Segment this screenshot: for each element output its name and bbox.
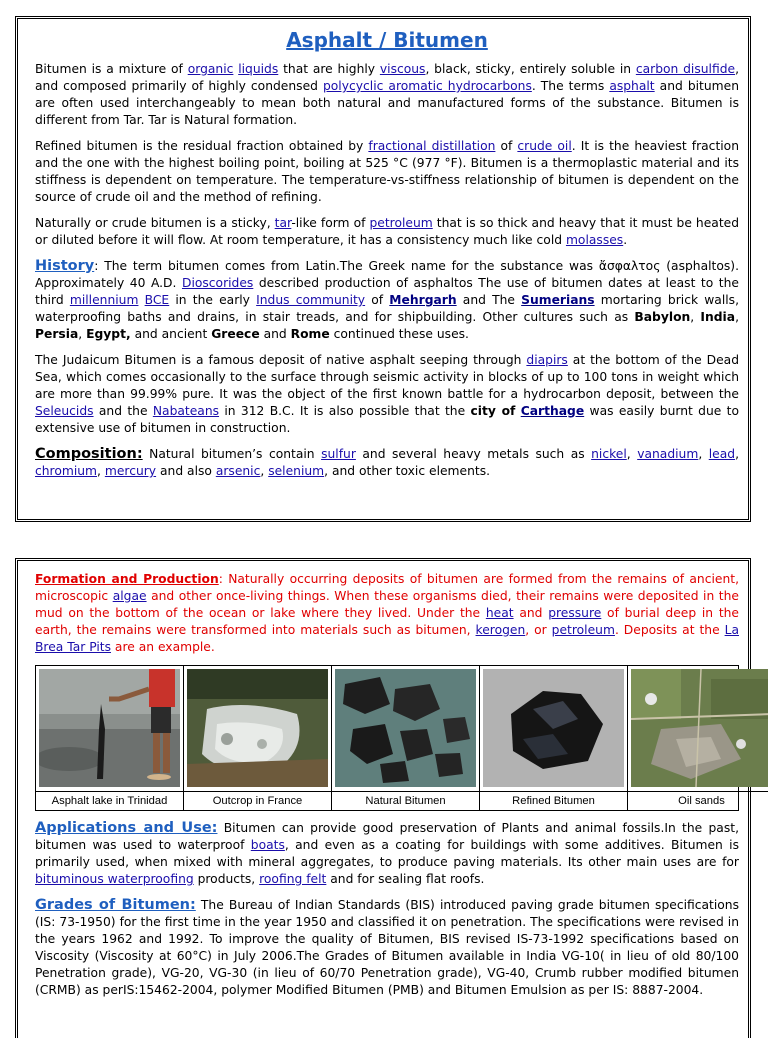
link-nickel[interactable]: nickel xyxy=(591,447,627,461)
text: and xyxy=(259,327,291,341)
link-pressure[interactable]: pressure xyxy=(548,606,602,620)
text: of xyxy=(365,293,390,307)
link-bituminous-waterproofing[interactable]: bituminous waterproofing xyxy=(35,872,194,886)
text: -like form of xyxy=(291,216,370,230)
link-carbon-disulfide[interactable]: carbon disulfide xyxy=(635,62,736,76)
gallery-cell xyxy=(480,666,628,810)
text: of burial deep in the earth, the remains were transformed into materials such as bitumen, xyxy=(35,606,739,637)
link-sulfur[interactable]: sulfur xyxy=(321,447,356,461)
text: Bitumen is a mixture of xyxy=(35,62,188,76)
bold-india: India xyxy=(700,310,736,324)
caption-asphalt-lake: Asphalt lake in Trinidad xyxy=(36,791,183,810)
link-chromium[interactable]: chromium xyxy=(35,464,98,478)
text: products, xyxy=(193,872,260,886)
oil-sands-photo xyxy=(631,669,768,787)
text: : The term bitumen comes from Latin.The Greek name for the substance was ἄσφαλτος (asphaltos). Approximately 40 A.D. xyxy=(35,259,739,290)
text: , or xyxy=(525,623,552,637)
text: , and other toxic elements. xyxy=(324,464,491,478)
link-arsenic[interactable]: arsenic xyxy=(215,464,261,478)
text: Natural bitumen’s contain xyxy=(142,447,322,461)
text: . It is the heaviest fraction and the one with the highest boiling point, boiling at 525 °C (977 °F). Bitumen is a thermoplastic material and its stiffness is dependent on temperature. The temperature-vs-stiffness relationship of bitumen is dependent on the source of crude oil and the method of refining. xyxy=(35,139,740,204)
text: and several heavy metals such as xyxy=(355,447,592,461)
bold-egypt: Egypt, xyxy=(86,327,131,341)
link-selenium[interactable]: selenium xyxy=(268,464,325,478)
grades-heading: Grades of Bitumen: xyxy=(35,897,196,913)
text: and bitumen are often used interchangeably to mean both natural and manufactured forms of the substance. Bitumen is different from Tar. Tar is Natural formation. xyxy=(35,79,739,127)
link-millennium[interactable]: millennium xyxy=(69,293,139,307)
text: and xyxy=(513,606,549,620)
link-heat[interactable]: heat xyxy=(485,606,514,620)
link-mehrgarh[interactable]: Mehrgarh xyxy=(389,293,457,307)
text: mortaring brick walls, waterproofing baths and drains, in stair treads, and for shipbuilding. Other cultures such as xyxy=(35,293,739,324)
article-body-2 xyxy=(35,571,739,1008)
text: Naturally or crude bitumen is a sticky, xyxy=(35,216,275,230)
link-diapirs[interactable]: diapirs xyxy=(526,353,568,367)
grades-paragraph xyxy=(35,897,739,999)
gallery-cell xyxy=(36,666,184,810)
link-lead[interactable]: lead xyxy=(708,447,736,461)
link-liquids[interactable]: liquids xyxy=(238,62,279,76)
judaicum-paragraph xyxy=(35,352,739,437)
text: : Naturally occurring deposits of bitumen are formed from the remains of ancient, microscopic xyxy=(35,572,739,603)
link-sumerians[interactable]: Sumerians xyxy=(521,293,595,307)
link-la-brea[interactable]: La Brea Tar Pits xyxy=(35,623,739,654)
bold-babylon: Babylon xyxy=(634,310,691,324)
text: . The terms xyxy=(531,79,610,93)
link-tar[interactable]: tar xyxy=(274,216,292,230)
text: that is so thick and heavy that it must be heated or diluted before it will flow. At room temperature, it has a consistency much like cold xyxy=(35,216,740,247)
text: of xyxy=(495,139,518,153)
formation-paragraph xyxy=(35,571,739,656)
history-heading: History xyxy=(35,258,95,274)
asphalt-lake-photo xyxy=(39,669,180,787)
text: Refined bitumen is the residual fraction obtained by xyxy=(35,139,369,153)
formation-heading: Formation and Production xyxy=(35,572,219,586)
link-pah[interactable]: polycyclic aromatic hydrocarbons xyxy=(322,79,532,93)
text: , and even as a coating for buildings with some additives. Bitumen is primarily used, when mixed with mineral aggregates, to produce paving materials. Its other main uses are for xyxy=(35,838,739,869)
text: and other once-living things. When these organisms died, their remains were deposited in the mud on the bottom of the ocean or lake where they lived. Under the xyxy=(35,589,739,620)
bold-city-of: city of xyxy=(470,404,516,418)
link-viscous[interactable]: viscous xyxy=(379,62,426,76)
text: . Deposits at the xyxy=(614,623,725,637)
link-petroleum-2[interactable]: petroleum xyxy=(551,623,615,637)
link-seleucids[interactable]: Seleucids xyxy=(35,404,94,418)
text: in 312 B.C. It is also possible that the xyxy=(219,404,471,418)
text: , black, sticky, entirely soluble in xyxy=(425,62,636,76)
text: continued these uses. xyxy=(329,327,469,341)
article-box-bitumen xyxy=(15,16,751,522)
link-crude-oil[interactable]: crude oil xyxy=(517,139,572,153)
composition-paragraph: Composition: Natural bitumen’s contain sulfur and several heavy metals such as nickel, vanadium, lead, chromium, mercury and also arsenic, selenium, and other toxic elements. xyxy=(35,446,739,478)
bold-greece: Greece xyxy=(211,327,260,341)
link-petroleum[interactable]: petroleum xyxy=(369,216,433,230)
text: and ancient xyxy=(130,327,212,341)
text: and The xyxy=(456,293,522,307)
link-bce[interactable]: BCE xyxy=(144,293,170,307)
text: . xyxy=(623,233,628,247)
gallery-cell xyxy=(332,666,480,810)
link-molasses[interactable]: molasses xyxy=(565,233,624,247)
article-box-production xyxy=(15,558,751,1038)
text: and for sealing flat roofs. xyxy=(326,872,485,886)
natural-bitumen-photo xyxy=(335,669,476,787)
caption-outcrop: Outcrop in France xyxy=(184,791,331,810)
link-fractional-distillation[interactable]: fractional distillation xyxy=(368,139,496,153)
applications-heading: Applications and Use: xyxy=(35,820,218,836)
link-nabateans[interactable]: Nabateans xyxy=(152,404,220,418)
link-algae[interactable]: algae xyxy=(112,589,147,603)
applications-paragraph xyxy=(35,820,739,888)
link-dioscorides[interactable]: Dioscorides xyxy=(181,276,254,290)
intro-paragraph xyxy=(35,61,739,129)
bold-persia: Persia xyxy=(35,327,79,341)
link-mercury[interactable]: mercury xyxy=(104,464,157,478)
gallery-cell xyxy=(628,666,768,810)
text: The Bureau of Indian Standards (BIS) introduced paving grade bitumen specifications (IS: 73-1950) for the first time in the year 1950 and classified it on penetration. The specifications were revised in the years 1962 and 1992. To improve the quality of Bitumen, BIS revised IS-73-1992 specifications based on Viscosity (Viscosity at 60°C) in July 2006.The Grades of Bitumen available in India VG-10( in lieu of old 80/100 Penetration grade), VG-20, VG-30 (in lieu of 60/70 Penetration grade), VG-40, Crumb rubber modified bitumen (CRMB) as perIS:15462-2004, polymer Modified Bitumen (PMB) and Bitumen Emulsion as per IS: 8887-2004. xyxy=(35,898,739,997)
link-carthage[interactable]: Carthage xyxy=(520,404,585,418)
link-indus-community[interactable]: Indus community xyxy=(256,293,366,307)
image-gallery xyxy=(35,665,739,811)
refined-bitumen-photo xyxy=(483,669,624,787)
text: and also xyxy=(156,464,216,478)
text: was easily burnt due to extensive use of bitumen in construction. xyxy=(35,404,739,435)
link-vanadium[interactable]: vanadium xyxy=(637,447,699,461)
article-body xyxy=(35,19,739,489)
link-roofing-felt[interactable]: roofing felt xyxy=(259,872,327,886)
outcrop-photo xyxy=(187,669,328,787)
text: at the bottom of the Dead Sea, which comes occasionally to the surface through seismic activity in blocks of up to 100 tons in weight which are more than 99.99% pure. It was the object of the first known battle for a hydrocarbon deposit, between the xyxy=(35,353,739,401)
caption-natural-bitumen: Natural Bitumen xyxy=(332,791,479,810)
text: The Judaicum Bitumen is a famous deposit of native asphalt seeping through xyxy=(35,353,527,367)
composition-heading: Composition: xyxy=(35,446,143,462)
bold-rome: Rome xyxy=(290,327,330,341)
caption-refined-bitumen: Refined Bitumen xyxy=(480,791,627,810)
refined-paragraph xyxy=(35,138,739,206)
text: that are highly xyxy=(278,62,380,76)
crude-paragraph xyxy=(35,215,739,249)
text: described production of asphaltos The use of bitumen dates at least to the third xyxy=(35,276,739,307)
gallery-cell xyxy=(184,666,332,810)
link-boats[interactable]: boats xyxy=(250,838,285,852)
text: Bitumen can provide good preservation of Plants and animal fossils.In the past, bitumen was used to waterproof xyxy=(35,821,739,852)
link-organic[interactable]: organic xyxy=(187,62,234,76)
page-title: Asphalt / Bitumen xyxy=(286,28,488,52)
text: are an example. xyxy=(111,640,215,654)
link-asphalt[interactable]: asphalt xyxy=(609,79,655,93)
history-paragraph: History: The term bitumen comes from Latin.The Greek name for the substance was ἄσφαλτος (asphaltos). Approximately 40 A.D. Dioscorides described production of asphaltos The use of bitumen dates at least to the third millennium BCE in the early Indus community of Mehrgarh and The Sumerians mortaring brick walls, waterproofing baths and drains, in stair treads, and for shipbuilding. Other cultures such as Babylon, India, Persia, Egypt, and ancient Greece and Rome continued these uses. xyxy=(35,258,739,341)
text: , and composed primarily of highly condensed xyxy=(35,62,740,93)
link-kerogen[interactable]: kerogen xyxy=(475,623,526,637)
caption-oil-sands: Oil sands xyxy=(628,791,768,810)
text: in the early xyxy=(169,293,257,307)
text: and the xyxy=(93,404,153,418)
